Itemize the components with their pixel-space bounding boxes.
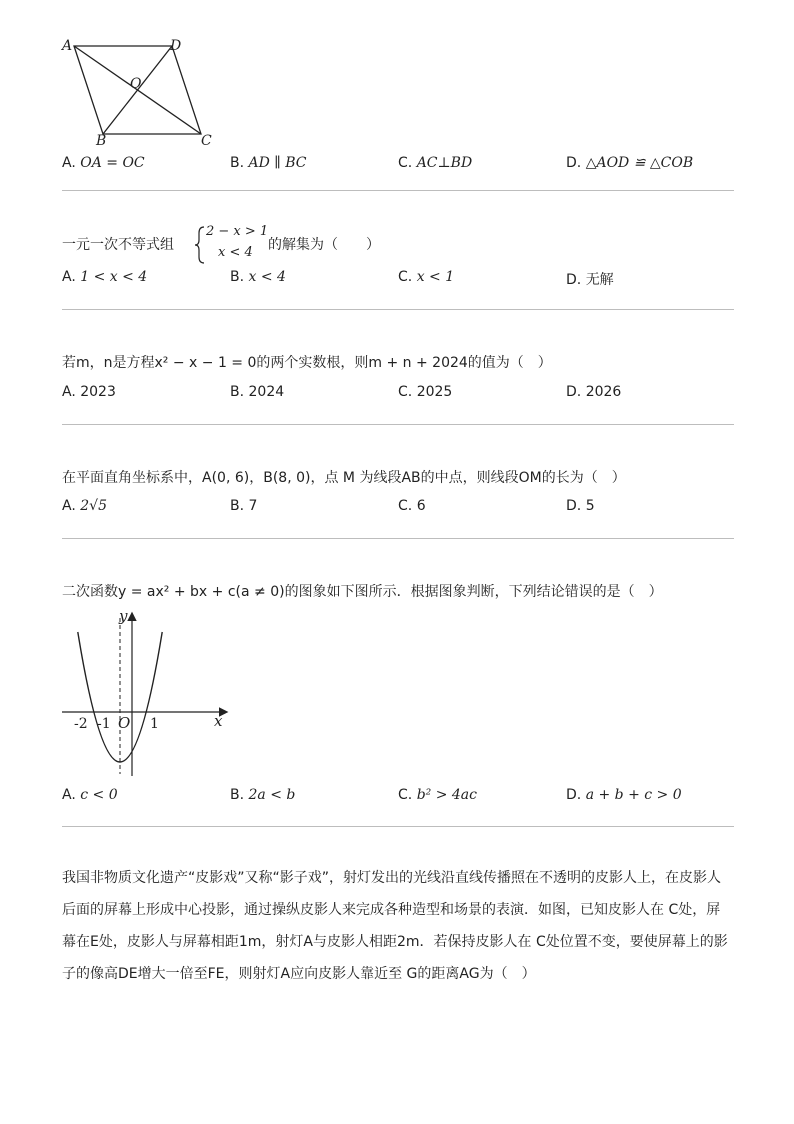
divider bbox=[62, 538, 734, 539]
option-text: OA = OC bbox=[80, 155, 145, 171]
option-label: A. bbox=[62, 498, 76, 514]
option-label: B. bbox=[230, 155, 245, 171]
option-label: B. bbox=[230, 498, 245, 514]
divider bbox=[62, 424, 734, 425]
option-label: D. bbox=[566, 272, 582, 288]
option-label: D. bbox=[566, 384, 582, 400]
option-text: AC⊥BD bbox=[416, 155, 473, 171]
option-label: D. bbox=[566, 155, 582, 171]
option-text: b² > 4ac bbox=[416, 787, 477, 803]
option-label: A. bbox=[62, 155, 76, 171]
option-label: B. bbox=[230, 269, 245, 285]
option-label: C. bbox=[398, 269, 413, 285]
q5-option-c[interactable] bbox=[398, 787, 477, 803]
q2-system-line-1: 2 − x > 1 bbox=[206, 224, 269, 239]
q3-option-a[interactable] bbox=[62, 384, 116, 400]
q6-paragraph: 我国非物质文化遗产“皮影戏”又称“影子戏”，射灯发出的光线沿直线传播照在不透明的皮影人上，在皮影人后面的屏幕上形成中心投影，通过操纵皮影人来完成各种造型和场景的表演．如图，已知皮影人在 C处，屏幕在E处，皮影人与屏幕相距1m，射灯A与皮影人相距2m．若保持皮影人在 C处位置不变，要使屏幕上的影子的像高DE增大一倍至FE，则射灯A应向皮影人靠近至 G的距离AG为（ ） bbox=[62, 870, 728, 982]
origin-label: O bbox=[118, 714, 131, 732]
q4-option-b[interactable] bbox=[230, 498, 257, 514]
q2-system-line-2: x < 4 bbox=[218, 245, 253, 260]
tick-label: 1 bbox=[150, 716, 159, 732]
q3-option-b[interactable] bbox=[230, 384, 284, 400]
option-text: AD ∥ BC bbox=[248, 155, 307, 171]
q3-option-c[interactable] bbox=[398, 384, 452, 400]
option-label: A. bbox=[62, 384, 76, 400]
option-label: C. bbox=[398, 384, 413, 400]
q1-option-a[interactable] bbox=[62, 155, 145, 171]
option-text: 5 bbox=[585, 498, 595, 514]
vertex-label-b: B bbox=[96, 133, 107, 148]
q1-option-b[interactable] bbox=[230, 155, 306, 171]
q1-figure bbox=[60, 36, 220, 148]
q5-option-a[interactable] bbox=[62, 787, 118, 803]
option-text: a + b + c > 0 bbox=[585, 787, 682, 803]
option-label: D. bbox=[566, 498, 582, 514]
q2-stem bbox=[62, 234, 174, 254]
q3-option-d[interactable] bbox=[566, 384, 621, 400]
option-text: 2023 bbox=[80, 384, 116, 400]
vertex-label-d: D bbox=[170, 38, 182, 54]
option-text: 7 bbox=[248, 498, 258, 514]
option-label: D. bbox=[566, 787, 582, 803]
q2-stem-after: 的解集为（ ） bbox=[268, 237, 380, 253]
divider bbox=[62, 309, 734, 310]
q1-option-d[interactable] bbox=[566, 155, 693, 171]
q2-option-a[interactable] bbox=[62, 269, 147, 285]
x-axis-label: x bbox=[214, 712, 223, 730]
q5-option-b[interactable] bbox=[230, 787, 295, 803]
option-text: 2√5 bbox=[80, 498, 107, 514]
vertex-label-a: A bbox=[62, 38, 73, 54]
option-text: 无解 bbox=[585, 272, 614, 288]
option-text: △AOD ≌ △COB bbox=[585, 155, 694, 171]
q5-option-d[interactable] bbox=[566, 787, 682, 803]
option-text: x < 1 bbox=[416, 269, 455, 285]
divider bbox=[62, 190, 734, 191]
q1-option-c[interactable] bbox=[398, 155, 472, 171]
q2-option-c[interactable] bbox=[398, 269, 454, 285]
q3-stem: 若m，n是方程x² − x − 1 = 0的两个实数根，则m + n + 2024的值为（ ） bbox=[62, 355, 552, 371]
option-text: 2a < b bbox=[248, 787, 296, 803]
divider bbox=[62, 826, 734, 827]
q2-option-b[interactable] bbox=[230, 269, 286, 285]
option-text: x < 4 bbox=[248, 269, 286, 285]
q4-option-c[interactable] bbox=[398, 498, 426, 514]
option-text: 2024 bbox=[248, 384, 285, 400]
q5-stem: 二次函数y = ax² + bx + c(a ≠ 0)的图象如下图所示．根据图象判断，下列结论错误的是（ ） bbox=[62, 584, 663, 600]
q4-option-d[interactable] bbox=[566, 498, 595, 514]
q5-parabola-graph bbox=[60, 604, 236, 780]
q2-stem-before: 一元一次不等式组 bbox=[62, 237, 174, 253]
option-label: A. bbox=[62, 269, 76, 285]
q4-option-a[interactable] bbox=[62, 498, 107, 514]
option-label: C. bbox=[398, 498, 413, 514]
option-label: B. bbox=[230, 787, 245, 803]
option-label: C. bbox=[398, 155, 413, 171]
option-label: A. bbox=[62, 787, 76, 803]
tick-label: -1 bbox=[97, 716, 111, 732]
option-text: 2025 bbox=[416, 384, 453, 400]
option-text: 6 bbox=[416, 498, 426, 514]
option-text: 1 < x < 4 bbox=[80, 269, 148, 285]
center-label-o: O bbox=[130, 76, 142, 92]
tick-label: -2 bbox=[74, 716, 88, 732]
option-text: c < 0 bbox=[80, 787, 118, 803]
q2-brace bbox=[194, 225, 206, 265]
option-label: B. bbox=[230, 384, 245, 400]
q2-option-d[interactable] bbox=[566, 269, 614, 289]
vertex-label-c: C bbox=[201, 133, 212, 148]
y-axis-label: y bbox=[119, 607, 128, 625]
option-label: C. bbox=[398, 787, 413, 803]
q4-stem: 在平面直角坐标系中，A(0, 6)，B(8, 0)，点 M 为线段AB的中点，则线段OM的长为（ ） bbox=[62, 470, 626, 486]
option-text: 2026 bbox=[585, 384, 622, 400]
